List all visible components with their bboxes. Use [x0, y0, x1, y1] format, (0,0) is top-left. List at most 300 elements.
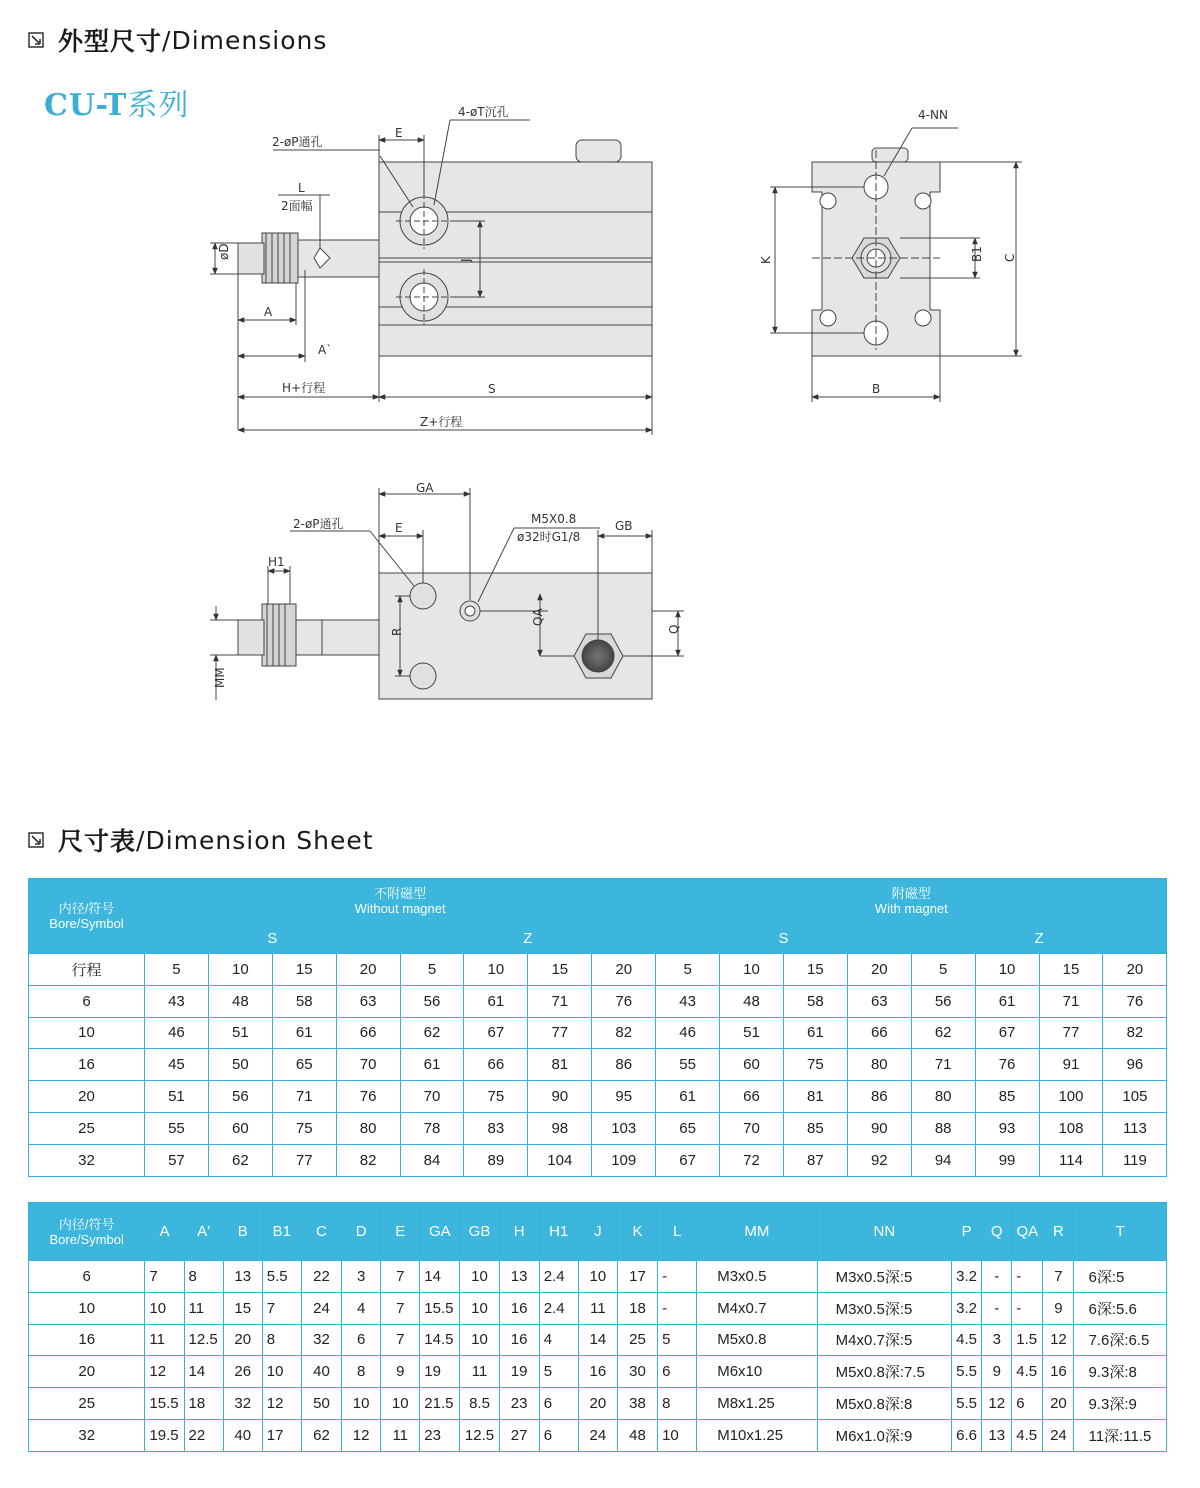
value-cell: 56 [208, 1081, 272, 1113]
label-h1: H1 [268, 555, 285, 569]
value-cell: 14.5 [420, 1324, 460, 1356]
value-cell: 63 [847, 985, 911, 1017]
value-cell: 98 [528, 1112, 592, 1144]
section-title-zh: 外型尺寸 [58, 27, 163, 56]
value-cell: 16 [499, 1324, 539, 1356]
table-row [29, 954, 1167, 986]
value-cell: 9 [982, 1356, 1012, 1388]
value-cell: 7 [1043, 1261, 1074, 1293]
column-header: H [499, 1203, 539, 1261]
value-cell: 30 [617, 1356, 657, 1388]
value-cell: 12 [982, 1388, 1012, 1420]
value-cell: 10 [381, 1388, 420, 1420]
value-cell: M5x0.8深:7.5 [817, 1356, 951, 1388]
value-cell: 7 [381, 1324, 420, 1356]
value-cell: 61 [272, 1017, 336, 1049]
value-cell: 4.5 [1012, 1419, 1043, 1451]
value-cell: 61 [656, 1081, 720, 1113]
label-a-prime: A` [318, 343, 333, 357]
s-header: S [145, 923, 401, 954]
value-cell: 77 [272, 1144, 336, 1176]
s-header: S [656, 923, 912, 954]
value-cell: 8 [658, 1388, 697, 1420]
value-cell: 62 [400, 1017, 464, 1049]
table-row [29, 1144, 1167, 1176]
stroke-dimension-table [28, 878, 1167, 1177]
value-cell: 40 [301, 1356, 341, 1388]
value-cell: 66 [847, 1017, 911, 1049]
value-cell: 77 [1039, 1017, 1103, 1049]
value-cell: 11 [145, 1324, 184, 1356]
value-cell: 3 [982, 1324, 1012, 1356]
value-cell: 8 [262, 1324, 301, 1356]
label-l: L [298, 181, 305, 195]
value-cell: M6x1.0深:9 [817, 1419, 951, 1451]
value-cell: 4.5 [952, 1324, 982, 1356]
value-cell: 92 [847, 1144, 911, 1176]
value-cell: 86 [847, 1081, 911, 1113]
column-header: E [381, 1203, 420, 1261]
value-cell: - [658, 1261, 697, 1293]
label-e2: E [395, 521, 403, 535]
value-cell: 71 [911, 1049, 975, 1081]
label-nn: 4-NN [918, 108, 948, 122]
table-row [29, 1261, 1167, 1293]
value-cell: 90 [847, 1112, 911, 1144]
value-cell: 10 [145, 1292, 184, 1324]
value-cell: 10 [460, 1261, 499, 1293]
label-mm: MM [213, 667, 227, 688]
value-cell: 56 [911, 985, 975, 1017]
value-cell: 5.5 [262, 1261, 301, 1293]
value-cell: 88 [911, 1112, 975, 1144]
value-cell: 6深:5 [1074, 1261, 1167, 1293]
value-cell: 58 [783, 985, 847, 1017]
column-header: T [1074, 1203, 1167, 1261]
value-cell: 13 [223, 1261, 262, 1293]
value-cell: 65 [272, 1049, 336, 1081]
stroke-cell: 20 [336, 954, 400, 986]
value-cell: 11 [184, 1292, 223, 1324]
value-cell: 3.2 [952, 1261, 982, 1293]
value-cell: 56 [400, 985, 464, 1017]
label-t-counterbore: 4-øT沉孔 [458, 105, 509, 119]
value-cell: 4 [539, 1324, 578, 1356]
value-cell: 96 [1103, 1049, 1167, 1081]
value-cell: 80 [847, 1049, 911, 1081]
value-cell: 19 [499, 1356, 539, 1388]
value-cell: 58 [272, 985, 336, 1017]
value-cell: 27 [499, 1419, 539, 1451]
table-row [29, 1049, 1167, 1081]
value-cell: 5 [539, 1356, 578, 1388]
bore-cell: 25 [29, 1112, 145, 1144]
label-p-through: 2-øP通孔 [272, 135, 323, 149]
value-cell: 86 [592, 1049, 656, 1081]
value-cell: 66 [720, 1081, 784, 1113]
value-cell: 24 [1043, 1419, 1074, 1451]
stroke-cell: 15 [528, 954, 592, 986]
label-ga: GA [416, 481, 434, 495]
value-cell: 108 [1039, 1112, 1103, 1144]
label-p-through-2: 2-øP通孔 [293, 517, 344, 531]
value-cell: 61 [464, 985, 528, 1017]
stroke-cell: 20 [1103, 954, 1167, 986]
value-cell: 45 [145, 1049, 209, 1081]
value-cell: 10 [262, 1356, 301, 1388]
value-cell: 4.5 [1012, 1356, 1043, 1388]
value-cell: 7 [381, 1261, 420, 1293]
column-header: A' [184, 1203, 223, 1261]
side-view [210, 120, 652, 435]
value-cell: 25 [617, 1324, 657, 1356]
value-cell: 13 [982, 1419, 1012, 1451]
table-row [29, 1356, 1167, 1388]
value-cell: 19.5 [145, 1419, 184, 1451]
value-cell: 62 [911, 1017, 975, 1049]
value-cell: 46 [145, 1017, 209, 1049]
without-magnet-header: 不附磁型 Without magnet [145, 879, 656, 923]
column-header: B1 [262, 1203, 301, 1261]
value-cell: 12 [262, 1388, 301, 1420]
stroke-cell: 5 [911, 954, 975, 986]
series-suffix: 系列 [127, 88, 190, 123]
port-fitting [576, 140, 621, 162]
value-cell: M4x0.7深:5 [817, 1324, 951, 1356]
value-cell: M3x0.5深:5 [817, 1261, 951, 1293]
label-k: K [759, 256, 773, 264]
column-header: C [301, 1203, 341, 1261]
value-cell: 3.2 [952, 1292, 982, 1324]
value-cell: 85 [783, 1112, 847, 1144]
value-cell: 66 [336, 1017, 400, 1049]
stroke-cell: 5 [400, 954, 464, 986]
value-cell: 66 [464, 1049, 528, 1081]
value-cell: 81 [783, 1081, 847, 1113]
column-header: GB [460, 1203, 499, 1261]
value-cell: 17 [262, 1419, 301, 1451]
value-cell: 99 [975, 1144, 1039, 1176]
column-header: D [342, 1203, 381, 1261]
value-cell: 82 [592, 1017, 656, 1049]
value-cell: - [982, 1261, 1012, 1293]
value-cell: 20 [223, 1324, 262, 1356]
value-cell: 6 [342, 1324, 381, 1356]
value-cell: 10 [460, 1292, 499, 1324]
value-cell: 103 [592, 1112, 656, 1144]
value-cell: 8 [184, 1261, 223, 1293]
value-cell: 71 [528, 985, 592, 1017]
value-cell: M8x1.25 [697, 1388, 817, 1420]
rod-end [238, 243, 264, 274]
value-cell: 55 [145, 1112, 209, 1144]
label-g18: ø32时G1/8 [517, 530, 581, 544]
value-cell: 12 [1043, 1324, 1074, 1356]
value-cell: 76 [975, 1049, 1039, 1081]
z-header: Z [400, 923, 656, 954]
value-cell: 11 [578, 1292, 617, 1324]
value-cell: 61 [400, 1049, 464, 1081]
column-header: R [1043, 1203, 1074, 1261]
label-a: A [264, 305, 273, 319]
stroke-cell: 15 [272, 954, 336, 986]
top-view [210, 488, 684, 700]
value-cell: M3x0.5深:5 [817, 1292, 951, 1324]
section2-title-sep: / [136, 825, 146, 855]
value-cell: 22 [184, 1419, 223, 1451]
value-cell: 9 [381, 1356, 420, 1388]
value-cell: M4x0.7 [697, 1292, 817, 1324]
bore-cell: 16 [29, 1324, 145, 1356]
bore-cell: 25 [29, 1388, 145, 1420]
value-cell: 81 [528, 1049, 592, 1081]
value-cell: 18 [184, 1388, 223, 1420]
label-z-stroke: Z+行程 [420, 415, 463, 429]
value-cell: 15.5 [420, 1292, 460, 1324]
table-row [29, 1112, 1167, 1144]
value-cell: 6 [658, 1356, 697, 1388]
value-cell: 43 [656, 985, 720, 1017]
label-b: B [872, 382, 881, 396]
bore-cell: 32 [29, 1419, 145, 1451]
value-cell: 48 [617, 1419, 657, 1451]
value-cell: 51 [720, 1017, 784, 1049]
value-cell: 67 [656, 1144, 720, 1176]
label-s: S [488, 382, 496, 396]
value-cell: 82 [336, 1144, 400, 1176]
value-cell: 6 [1012, 1388, 1043, 1420]
value-cell: 16 [578, 1356, 617, 1388]
label-e: E [395, 126, 403, 140]
value-cell: 95 [592, 1081, 656, 1113]
stroke-cell: 15 [783, 954, 847, 986]
value-cell: 5.5 [952, 1356, 982, 1388]
value-cell: 9.3深:9 [1074, 1388, 1167, 1420]
value-cell: 12 [145, 1356, 184, 1388]
label-j: J [459, 258, 473, 262]
bore-symbol-header: 内径/符号 Bore/Symbol [29, 1203, 145, 1261]
value-cell: 71 [272, 1081, 336, 1113]
value-cell: - [982, 1292, 1012, 1324]
label-h-stroke: H+行程 [282, 381, 326, 395]
label-d: øD [217, 243, 231, 260]
value-cell: 7 [262, 1292, 301, 1324]
column-header: A [145, 1203, 184, 1261]
rod-nut [262, 233, 298, 283]
value-cell: 75 [464, 1081, 528, 1113]
column-header: MM [697, 1203, 817, 1261]
z-header: Z [911, 923, 1167, 954]
value-cell: M6x10 [697, 1356, 817, 1388]
with-magnet-header: 附磁型 With magnet [656, 879, 1167, 923]
value-cell: 100 [1039, 1081, 1103, 1113]
dimension-table [28, 1202, 1167, 1452]
value-cell: 10 [460, 1324, 499, 1356]
value-cell: 67 [464, 1017, 528, 1049]
cylinder-body [379, 162, 652, 356]
value-cell: 70 [336, 1049, 400, 1081]
value-cell: 104 [528, 1144, 592, 1176]
value-cell: 22 [301, 1261, 341, 1293]
value-cell: 7 [381, 1292, 420, 1324]
value-cell: 61 [975, 985, 1039, 1017]
value-cell: 84 [400, 1144, 464, 1176]
value-cell: 40 [223, 1419, 262, 1451]
stroke-label-cell: 行程 [29, 954, 145, 986]
value-cell: 16 [499, 1292, 539, 1324]
section-title-dimension-sheet [28, 822, 374, 858]
value-cell: 113 [1103, 1112, 1167, 1144]
stroke-cell: 15 [1039, 954, 1103, 986]
value-cell: 50 [208, 1049, 272, 1081]
value-cell: 50 [301, 1388, 341, 1420]
value-cell: 10 [342, 1388, 381, 1420]
value-cell: 3 [342, 1261, 381, 1293]
value-cell: 76 [336, 1081, 400, 1113]
value-cell: 6.6 [952, 1419, 982, 1451]
value-cell: 51 [208, 1017, 272, 1049]
end-view [770, 128, 1022, 402]
value-cell: 19 [420, 1356, 460, 1388]
value-cell: 10 [658, 1419, 697, 1451]
value-cell: 72 [720, 1144, 784, 1176]
value-cell: 11深:11.5 [1074, 1419, 1167, 1451]
value-cell: 119 [1103, 1144, 1167, 1176]
column-header: K [617, 1203, 657, 1261]
value-cell: 12.5 [460, 1419, 499, 1451]
label-c: C [1003, 253, 1017, 262]
stroke-cell: 10 [208, 954, 272, 986]
bore-cell: 20 [29, 1081, 145, 1113]
value-cell: 8.5 [460, 1388, 499, 1420]
value-cell: 75 [783, 1049, 847, 1081]
table-row [29, 1017, 1167, 1049]
value-cell: 13 [499, 1261, 539, 1293]
value-cell: M5x0.8深:8 [817, 1388, 951, 1420]
label-qa: QA [531, 608, 545, 626]
value-cell: 5.5 [952, 1388, 982, 1420]
value-cell: 94 [911, 1144, 975, 1176]
value-cell: 75 [272, 1112, 336, 1144]
value-cell: 10 [578, 1261, 617, 1293]
value-cell: 51 [145, 1081, 209, 1113]
value-cell: 12.5 [184, 1324, 223, 1356]
value-cell: 24 [578, 1419, 617, 1451]
value-cell: 23 [420, 1419, 460, 1451]
value-cell: 20 [578, 1388, 617, 1420]
value-cell: 62 [301, 1419, 341, 1451]
value-cell: 62 [208, 1144, 272, 1176]
value-cell: 6 [539, 1388, 578, 1420]
value-cell: 6 [539, 1419, 578, 1451]
value-cell: 60 [720, 1049, 784, 1081]
table-row [29, 1081, 1167, 1113]
stroke-cell: 5 [656, 954, 720, 986]
value-cell: 63 [336, 985, 400, 1017]
value-cell: 48 [720, 985, 784, 1017]
value-cell: 61 [783, 1017, 847, 1049]
value-cell: 76 [592, 985, 656, 1017]
label-r: R [390, 627, 404, 636]
value-cell: 87 [783, 1144, 847, 1176]
value-cell: 15.5 [145, 1388, 184, 1420]
value-cell: M10x1.25 [697, 1419, 817, 1451]
bore-cell: 10 [29, 1017, 145, 1049]
value-cell: 76 [1103, 985, 1167, 1017]
corner-mark-icon [28, 832, 44, 848]
stroke-cell: 10 [464, 954, 528, 986]
bore-cell: 32 [29, 1144, 145, 1176]
table-row [29, 1292, 1167, 1324]
section-title-sep: / [162, 25, 172, 55]
value-cell: 23 [499, 1388, 539, 1420]
piston-rod-top [296, 620, 379, 655]
value-cell: 67 [975, 1017, 1039, 1049]
bore-cell: 16 [29, 1049, 145, 1081]
value-cell: 7 [145, 1261, 184, 1293]
value-cell: 18 [617, 1292, 657, 1324]
value-cell: 38 [617, 1388, 657, 1420]
stroke-cell: 10 [975, 954, 1039, 986]
value-cell: 11 [381, 1419, 420, 1451]
value-cell: 6深:5.6 [1074, 1292, 1167, 1324]
value-cell: 83 [464, 1112, 528, 1144]
column-header: Q [982, 1203, 1012, 1261]
value-cell: 1.5 [1012, 1324, 1043, 1356]
value-cell: 60 [208, 1112, 272, 1144]
bore-cell: 20 [29, 1356, 145, 1388]
bore-cell: 6 [29, 985, 145, 1017]
value-cell: 80 [336, 1112, 400, 1144]
label-m5: M5X0.8 [531, 512, 577, 526]
value-cell: 20 [1043, 1388, 1074, 1420]
table-row [29, 1419, 1167, 1451]
value-cell: 85 [975, 1081, 1039, 1113]
section2-title-zh: 尺寸表 [58, 827, 137, 856]
value-cell: 9.3深:8 [1074, 1356, 1167, 1388]
bore-cell: 6 [29, 1261, 145, 1293]
value-cell: 70 [720, 1112, 784, 1144]
value-cell: 14 [184, 1356, 223, 1388]
value-cell: 57 [145, 1144, 209, 1176]
column-header: H1 [539, 1203, 578, 1261]
value-cell: - [1012, 1261, 1043, 1293]
value-cell: 9 [1043, 1292, 1074, 1324]
stroke-cell: 20 [847, 954, 911, 986]
value-cell: 15 [223, 1292, 262, 1324]
value-cell: 14 [420, 1261, 460, 1293]
table-row [29, 1388, 1167, 1420]
value-cell: - [1012, 1292, 1043, 1324]
bore-symbol-header: 内径/符号 Bore/Symbol [29, 879, 145, 954]
value-cell: 7.6深:6.5 [1074, 1324, 1167, 1356]
value-cell: 93 [975, 1112, 1039, 1144]
value-cell: 55 [656, 1049, 720, 1081]
section-title-en: Dimensions [171, 25, 328, 55]
label-gb: GB [615, 519, 633, 533]
value-cell: 71 [1039, 985, 1103, 1017]
stroke-cell: 20 [592, 954, 656, 986]
value-cell: 2.4 [539, 1292, 578, 1324]
value-cell: 77 [528, 1017, 592, 1049]
value-cell: 114 [1039, 1144, 1103, 1176]
table-row [29, 985, 1167, 1017]
stroke-cell: 5 [145, 954, 209, 986]
column-header: NN [817, 1203, 951, 1261]
value-cell: 78 [400, 1112, 464, 1144]
section2-title-en: Dimension Sheet [145, 825, 374, 855]
value-cell: 17 [617, 1261, 657, 1293]
